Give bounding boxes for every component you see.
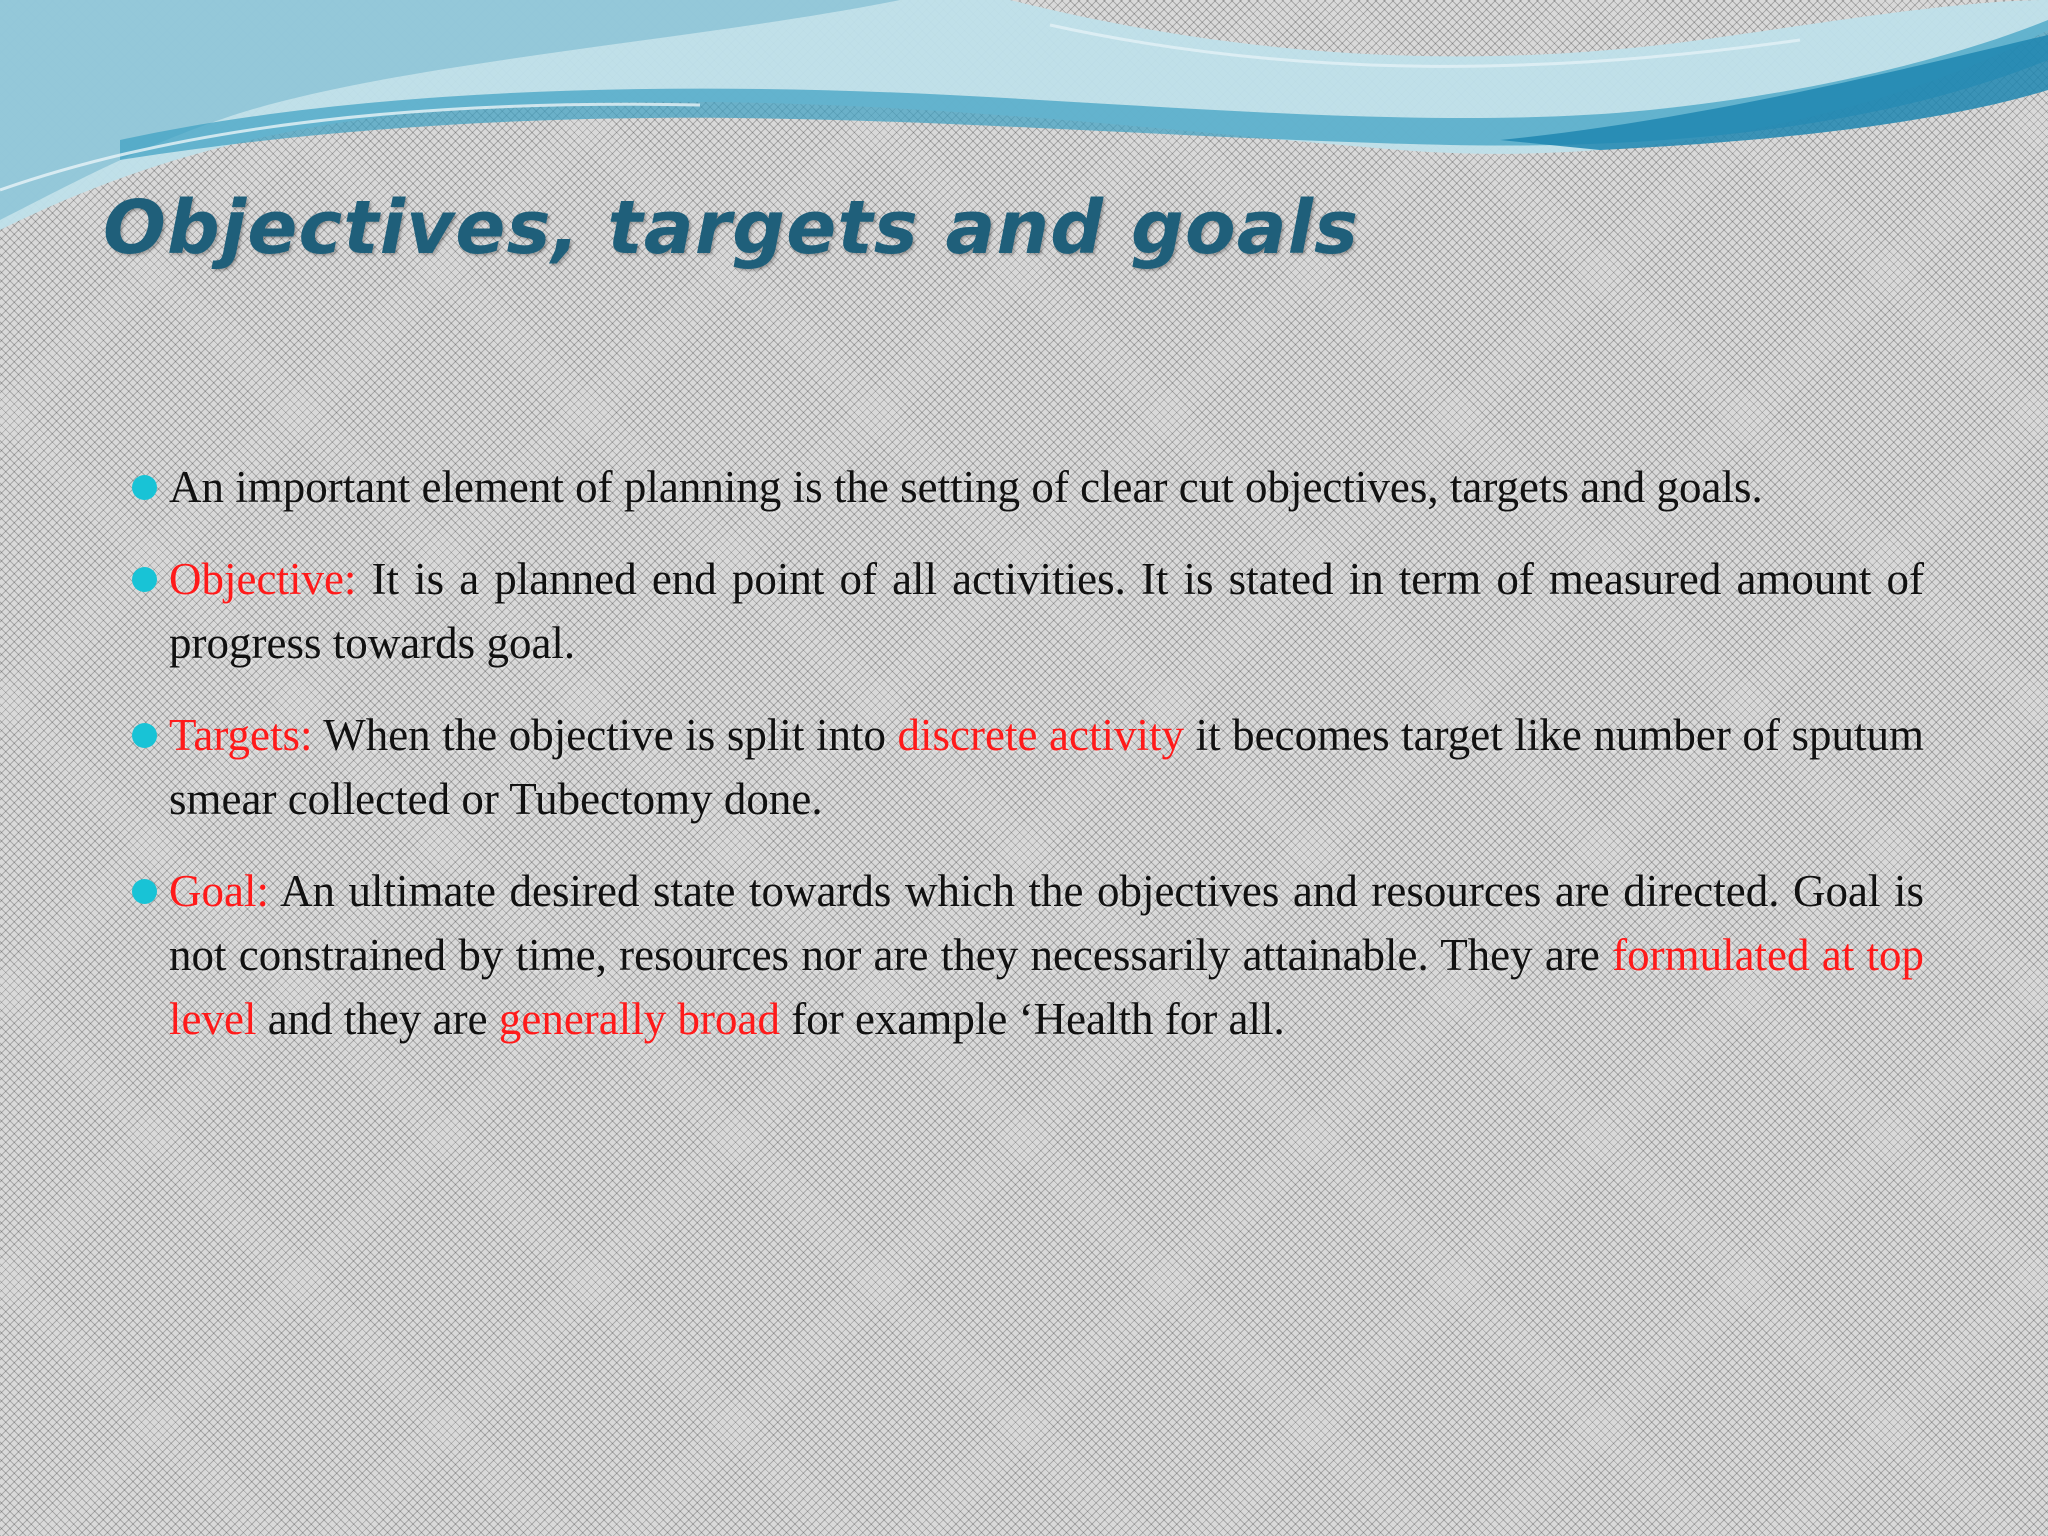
slide-title: Objectives, targets and goals bbox=[103, 185, 1360, 271]
bullet-dot-icon bbox=[132, 567, 157, 592]
highlight-text: generally broad bbox=[498, 994, 780, 1044]
highlight-text: discrete activity bbox=[897, 710, 1184, 760]
bullet-text: An important element of planning is the setting of clear cut objectives, targets and goals. bbox=[169, 462, 1763, 512]
bullet-list bbox=[128, 455, 1924, 1079]
bullet-lead-term: Goal: bbox=[169, 866, 269, 916]
bullet-text: An ultimate desired state towards which the objectives and resources are directed. Goal is not constrained by time, resources nor are they necessarily attainable. They are bbox=[169, 866, 1924, 980]
bullet-text: and they are bbox=[256, 994, 499, 1044]
bullet-dot-icon bbox=[132, 879, 157, 904]
bullet-goal bbox=[128, 859, 1924, 1051]
bullet-text: It is a planned end point of all activities. It is stated in term of measured amount of progress towards goal. bbox=[169, 554, 1924, 668]
bullet-targets bbox=[128, 703, 1924, 831]
bullet-text: for example ‘Health for all. bbox=[779, 994, 1285, 1044]
bullet-intro bbox=[128, 455, 1924, 519]
bullet-dot-icon bbox=[132, 475, 157, 500]
bullet-objective bbox=[128, 547, 1924, 675]
bullet-text: it becomes target like number of sputum smear collected or Tubectomy done. bbox=[169, 710, 1924, 824]
highlight-text: formulated at top level bbox=[169, 930, 1924, 1044]
bullet-dot-icon bbox=[132, 723, 157, 748]
bullet-lead-term: Objective: bbox=[169, 554, 357, 604]
bullet-text: When the objective is split into bbox=[312, 710, 898, 760]
bullet-lead-term: Targets: bbox=[169, 710, 313, 760]
